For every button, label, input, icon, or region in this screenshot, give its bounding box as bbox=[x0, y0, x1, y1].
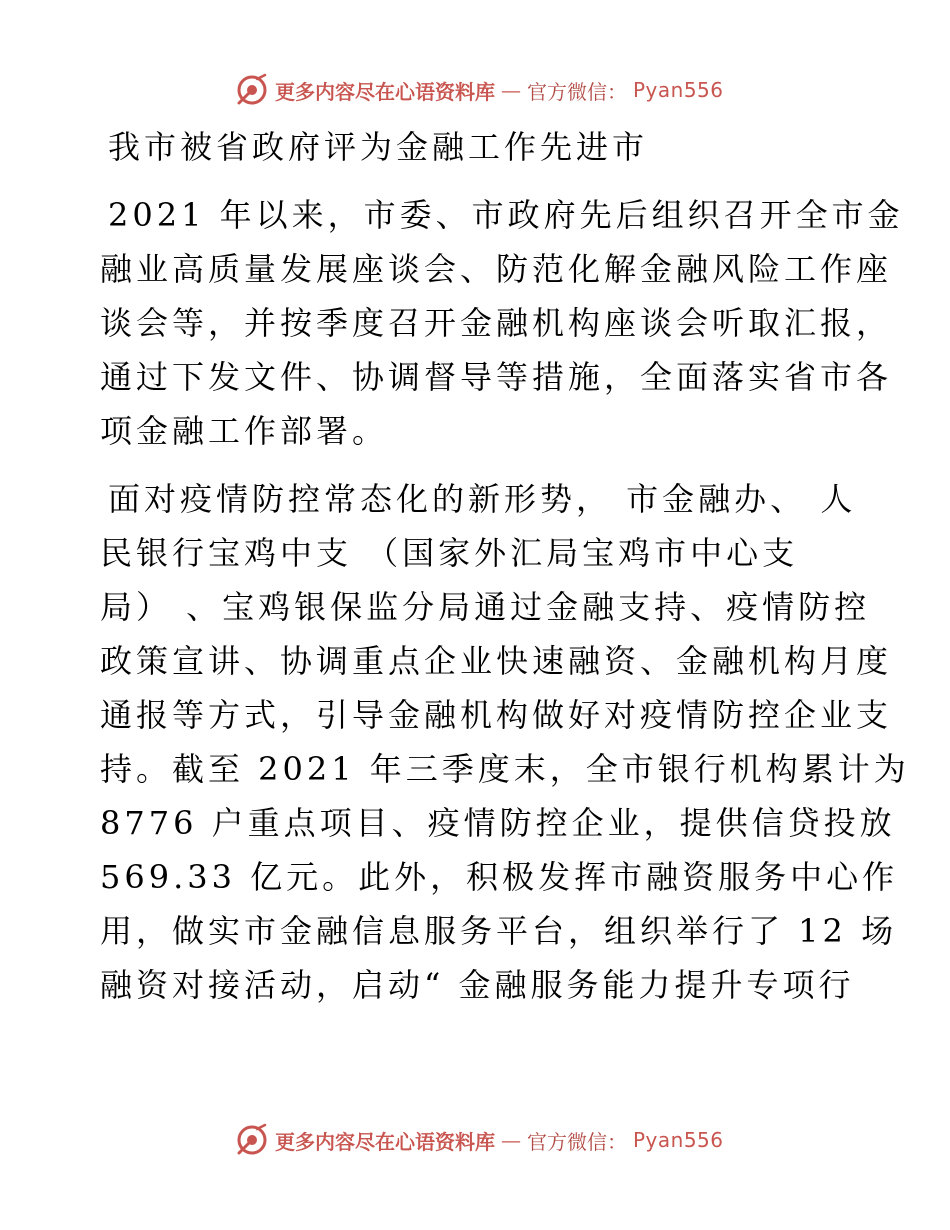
text-line: 民银行宝鸡中支 （国家外汇局宝鸡市中心支 bbox=[100, 534, 799, 572]
page-title: 我市被省政府评为金融工作先进市 bbox=[108, 128, 649, 166]
watermark-brand: 更多内容尽在心语资料库 bbox=[275, 1129, 495, 1154]
text-line: 2021 年以来，市委、市政府先后组织召开全市金 bbox=[108, 196, 904, 234]
watermark-label: 官方微信： bbox=[527, 79, 627, 104]
watermark-bottom bbox=[235, 1122, 724, 1158]
watermark-brand: 更多内容尽在心语资料库 bbox=[275, 79, 495, 104]
text-line: 通过下发文件、协调督导等措施，全面落实省市各 bbox=[100, 358, 893, 396]
watermark-wechat-id: Pyan556 bbox=[633, 78, 724, 102]
text-line: 项金融工作部署。 bbox=[100, 412, 389, 450]
watermark-top bbox=[235, 72, 724, 108]
text-line: 持。截至 2021 年三季度末，全市银行机构累计为 bbox=[100, 750, 910, 788]
watermark-dash: — bbox=[501, 78, 521, 102]
paragraph-2 bbox=[100, 472, 910, 1012]
watermark-dash: — bbox=[501, 1128, 521, 1152]
pen-circle-logo-icon bbox=[235, 73, 269, 107]
text-line: 政策宣讲、协调重点企业快速融资、金融机构月度 bbox=[100, 642, 893, 680]
watermark-wechat-id: Pyan556 bbox=[633, 1128, 724, 1152]
document-body bbox=[100, 120, 910, 1026]
text-line: 局） 、宝鸡银保监分局通过金融支持、疫情防控 bbox=[100, 588, 871, 626]
text-line: 用，做实市金融信息服务平台，组织举行了 12 场 bbox=[100, 912, 898, 950]
text-line: 融资对接活动，启动“ 金融服务能力提升专项行 bbox=[100, 966, 855, 1004]
watermark-label: 官方微信： bbox=[527, 1129, 627, 1154]
text-line: 面对疫情防控常态化的新形势， 市金融办、 人 bbox=[108, 480, 857, 518]
paragraph-1 bbox=[100, 188, 904, 458]
text-line: 融业高质量发展座谈会、防范化解金融风险工作座 bbox=[100, 250, 893, 288]
text-line: 8776 户重点项目、疫情防控企业，提供信贷投放 bbox=[100, 804, 896, 842]
text-line: 通报等方式，引导金融机构做好对疫情防控企业支 bbox=[100, 696, 893, 734]
text-line: 569.33 亿元。此外，积极发挥市融资服务中心作 bbox=[100, 858, 899, 896]
text-line: 谈会等，并按季度召开金融机构座谈会听取汇报， bbox=[100, 304, 893, 342]
pen-circle-logo-icon bbox=[235, 1123, 269, 1157]
